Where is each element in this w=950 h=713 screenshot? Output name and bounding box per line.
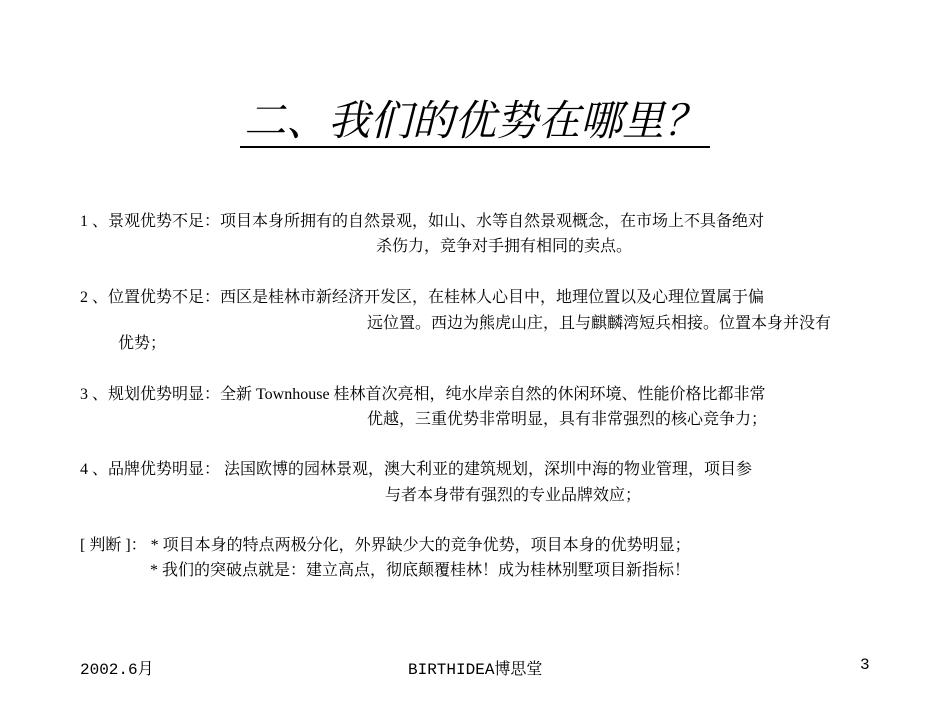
judgement-line-1: [ 判断 ]： * 项目本身的特点两极分化，外界缺少大的竞争优势，项目本身的优势明显； xyxy=(80,537,691,554)
footer-date: 2002.6月 xyxy=(80,661,154,679)
item-2-line-1: 2 、位置优势不足：西区是桂林市新经济开发区，在桂林人心目中，地理位置以及心理位置属于偏 xyxy=(80,289,765,306)
footer-page-number: 3 xyxy=(860,656,870,674)
slide-title-text: 二、我们的优势在哪里？ xyxy=(240,96,710,148)
slide-title xyxy=(0,96,950,148)
item-4-line-1: 4 、品牌优势明显： 法国欧博的园林景观，澳大利亚的建筑规划，深圳中海的物业管理，项目参 xyxy=(80,461,753,478)
footer-company: BIRTHIDEA博思堂 xyxy=(408,661,543,679)
item-1-line-2: 杀伤力，竞争对手拥有相同的卖点。 xyxy=(376,238,633,255)
item-4-line-2: 与者本身带有强烈的专业品牌效应； xyxy=(385,487,642,504)
item-2-line-2: 远位置。西边为熊虎山庄，且与麒麟湾短兵相接。位置本身并没有 xyxy=(367,315,832,332)
item-1-line-1: 1 、景观优势不足：项目本身所拥有的自然景观，如山、水等自然景观概念，在市场上不具备绝对 xyxy=(80,213,765,230)
item-3-line-1: 3 、规划优势明显：全新 Townhouse 桂林首次亮相，纯水岸亲自然的休闲环境、性能价格比都非常 xyxy=(80,386,766,403)
judgement-line-2: * 我们的突破点就是：建立高点，彻底颠覆桂林！成为桂林别墅项目新指标！ xyxy=(150,562,691,579)
item-2-line-3: 优势； xyxy=(118,335,167,352)
item-3-line-2: 优越，三重优势非常明显，具有非常强烈的核心竞争力； xyxy=(367,411,768,428)
